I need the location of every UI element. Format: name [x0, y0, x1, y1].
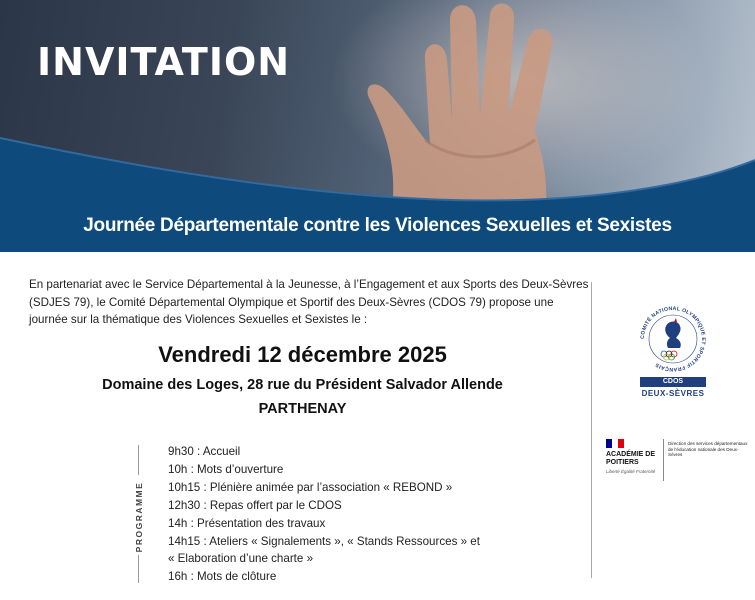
academie-direction: Direction des services départementaux de l’éducation nationale des Deux-Sèvres — [668, 441, 748, 457]
academie-name: ACADÉMIE DE POITIERS — [606, 451, 656, 466]
program-list — [168, 443, 508, 586]
program-item: 12h30 : Repas offert par le CDOS — [168, 498, 342, 512]
program-label: PROGRAMME — [134, 481, 144, 553]
program-item: 14h15 : Ateliers « Signalements », « Stands Ressources » et — [168, 534, 480, 548]
invitation-title: INVITATION — [37, 40, 291, 84]
academie-separator — [663, 439, 664, 481]
event-venue: Domaine des Loges, 28 rue du Président Salvador Allende — [102, 377, 503, 393]
column-divider — [591, 282, 592, 578]
academie-motto: Liberté Égalité Fraternité — [606, 469, 656, 474]
cnosf-emblem-icon — [636, 302, 710, 376]
program-item: 14h : Présentation des travaux — [168, 516, 326, 530]
program-item: 10h : Mots d’ouverture — [168, 462, 284, 476]
cdos-badge: CDOS — [640, 377, 706, 387]
program-item: « Elaboration d’une charte » — [168, 552, 314, 566]
program-item: 16h : Mots de clôture — [168, 570, 277, 584]
header-banner — [0, 0, 755, 252]
event-date: Vendredi 12 décembre 2025 — [158, 342, 447, 367]
event-city: PARTHENAY — [258, 401, 347, 417]
event-subtitle: Journée Départementale contre les Violences Sexuelles et Sexistes — [83, 215, 672, 236]
academie-logo — [606, 439, 748, 487]
intro-paragraph: En partenariat avec le Service Départemental à la Jeunesse, à l’Engagement et aux Sports des Deux-Sèvres (SDJES 79), le Comité Départemental Olympique et Sportif des Deux-Sèvres (CDOS 79) propose une journée sur la thématique des Violences Sexuelles et Sexistes le : — [29, 278, 589, 326]
svg-text:COMITÉ NATIONAL OLYMPIQUE ET S: COMITÉ NATIONAL OLYMPIQUE ET SPORTIF FRANÇAIS — [639, 305, 707, 373]
program-item: 10h15 : Plénière animée par l’association « REBOND » — [168, 480, 453, 494]
cdos-department: DEUX-SÈVRES — [641, 389, 705, 398]
cdos-logo — [636, 302, 710, 400]
program-item: 9h30 : Accueil — [168, 445, 241, 458]
french-flag-icon — [606, 439, 624, 448]
